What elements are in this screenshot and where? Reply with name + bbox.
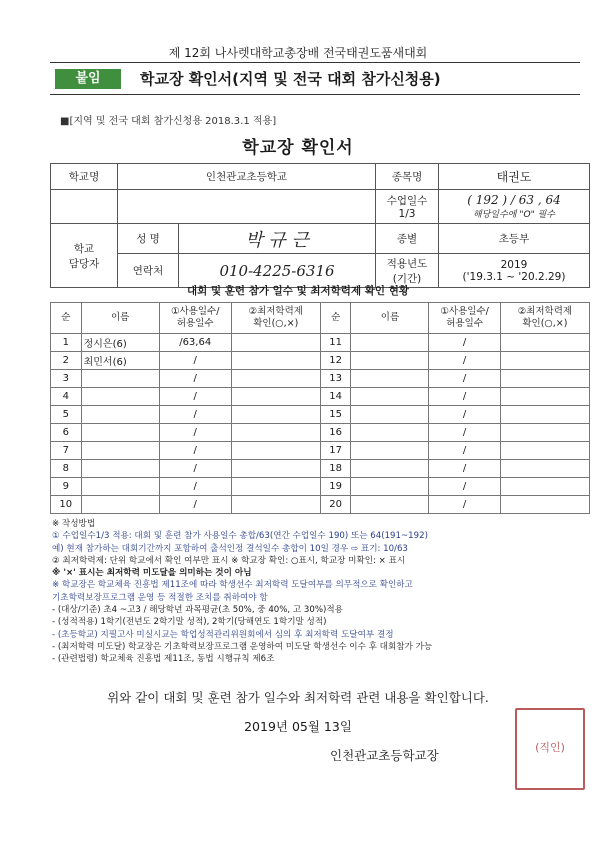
col-no: 순 — [51, 303, 82, 334]
row-name — [351, 478, 429, 496]
school-info-table — [50, 163, 590, 288]
row-name — [81, 388, 159, 406]
table-row — [51, 442, 590, 460]
row-usage: / — [429, 478, 500, 496]
col-name: 이름 — [81, 303, 159, 334]
note-line: ※ 작성방법 — [52, 519, 96, 529]
row-academic — [500, 334, 589, 352]
school-value: 인천관교초등학교 — [118, 164, 376, 190]
row-no: 6 — [51, 424, 82, 442]
manager-name: 박 규 근 — [179, 224, 376, 254]
row-no: 19 — [320, 478, 351, 496]
school-label: 학교명 — [51, 164, 118, 190]
row-usage: / — [159, 352, 231, 370]
row-name — [351, 442, 429, 460]
row-no: 12 — [320, 352, 351, 370]
row-no: 20 — [320, 496, 351, 514]
row-academic — [500, 352, 589, 370]
attachment-badge: 붙임 — [55, 69, 121, 89]
row-usage: / — [429, 460, 500, 478]
note-line: 기초학력보장프로그램 운영 등 적절한 조치를 취하여야 함 — [52, 592, 268, 603]
row-academic — [231, 406, 320, 424]
row-academic — [500, 496, 589, 514]
note-line: - (성적적용) 1학기(전년도 2학기말 성적), 2학기(당해연도 1학기말 성적) — [52, 617, 327, 628]
row-name — [81, 460, 159, 478]
contact-value: 010-4225-6316 — [179, 254, 376, 288]
row-usage: / — [429, 496, 500, 514]
row-no: 5 — [51, 406, 82, 424]
row-usage: / — [159, 370, 231, 388]
class-days-cell — [439, 190, 590, 224]
col-usage-right: ①사용일수/ 허용일수 — [429, 303, 500, 334]
row-no: 2 — [51, 352, 82, 370]
col-no-right: 순 — [320, 303, 351, 334]
row-no: 3 — [51, 370, 82, 388]
official-seal: (직인) — [515, 708, 585, 790]
row-no: 11 — [320, 334, 351, 352]
table-row — [51, 388, 590, 406]
table-row — [51, 406, 590, 424]
class-days-note: 해당일수에 "O" 필수 — [473, 210, 555, 220]
sport-label: 종목명 — [376, 164, 439, 190]
notes-section — [52, 518, 592, 666]
row-usage: / — [429, 406, 500, 424]
row-usage: / — [429, 388, 500, 406]
row-usage: / — [429, 370, 500, 388]
header-divider — [50, 62, 580, 63]
col-name-right: 이름 — [351, 303, 429, 334]
year-period: ('19.3.1 ~ '20.2.29) — [462, 270, 566, 283]
row-usage: / — [159, 496, 231, 514]
note-line: ※ 학교장은 학교체육 진흥법 제11조에 따라 학생선수 최저학력 도달여부를 의무적으로 확인하고 — [52, 580, 413, 591]
manager-label-cell — [51, 224, 118, 288]
form-reference: ■[지역 및 전국 대회 참가신청용 2018.3.1 적용] — [60, 116, 277, 127]
row-usage: /63,64 — [159, 334, 231, 352]
col-academic: ②최저학력제 확인(○,×) — [231, 303, 320, 334]
row-no: 14 — [320, 388, 351, 406]
row-academic — [231, 496, 320, 514]
table-row — [51, 352, 590, 370]
note-line: ② 최저학력제: 단위 학교에서 확인 여부만 표시 ※ 학교장 확인: ○표시, 학교장 미확인: × 표시 — [52, 555, 406, 566]
table-row — [51, 496, 590, 514]
row-name — [81, 478, 159, 496]
row-usage: / — [159, 442, 231, 460]
row-usage: / — [429, 334, 500, 352]
row-academic — [500, 424, 589, 442]
row-no: 10 — [51, 496, 82, 514]
row-academic — [231, 424, 320, 442]
closing-statement: 위와 같이 대회 및 훈련 참가 일수와 최저학력 관련 내용을 확인합니다. — [107, 690, 489, 705]
row-academic — [231, 370, 320, 388]
table-row — [51, 370, 590, 388]
manager-label: 학교 — [73, 242, 95, 255]
row-no: 13 — [320, 370, 351, 388]
row-name: 최민서(6) — [81, 352, 159, 370]
row-name — [81, 424, 159, 442]
row-name: 정시은(6) — [81, 334, 159, 352]
row-no: 18 — [320, 460, 351, 478]
row-no: 8 — [51, 460, 82, 478]
row-name — [351, 406, 429, 424]
row-name — [81, 370, 159, 388]
table-row — [51, 460, 590, 478]
row-no: 4 — [51, 388, 82, 406]
note-line: 예) 현재 참가하는 대회기간까지 포함하여 출석인정 결석일수 총합이 10일 경우 ⇨ 표기: 10/63 — [52, 543, 408, 554]
row-academic — [231, 352, 320, 370]
name-label: 성 명 — [118, 224, 179, 254]
form-title: 학교장 확인서(지역 및 전국 대회 참가신청용) — [140, 70, 441, 88]
row-academic — [231, 442, 320, 460]
year-label-2: (기간) — [392, 272, 422, 285]
row-name — [351, 424, 429, 442]
row-usage: / — [159, 406, 231, 424]
row-usage: / — [159, 460, 231, 478]
page-title: 학교장 확인서 — [242, 138, 354, 158]
row-name — [81, 406, 159, 424]
year-value: 2019 — [500, 258, 528, 271]
row-no: 9 — [51, 478, 82, 496]
row-academic — [500, 388, 589, 406]
attendance-table — [50, 302, 590, 514]
row-academic — [500, 442, 589, 460]
row-usage: / — [429, 352, 500, 370]
row-academic — [231, 334, 320, 352]
manager-label-2: 담당자 — [68, 257, 100, 270]
signer-name: 인천관교초등학교장 — [330, 748, 439, 763]
row-usage: / — [159, 388, 231, 406]
note-line: ※ '×' 표시는 최저학력 미도달을 의미하는 것이 아님 — [52, 568, 252, 579]
note-line: ① 수업일수1/3 적용: 대회 및 훈련 참가 사용일수 총합/63(연간 수업일수 190) 또는 64(191~192) — [52, 531, 428, 542]
class-days-value: ( 192 ) / 63 , 64 — [467, 193, 561, 207]
row-academic — [500, 460, 589, 478]
row-name — [351, 334, 429, 352]
contact-label: 연락처 — [118, 254, 179, 288]
school-label-empty — [51, 190, 118, 224]
row-name — [81, 442, 159, 460]
table-row — [51, 334, 590, 352]
table-row — [51, 478, 590, 496]
school-value-empty — [118, 190, 376, 224]
row-name — [351, 370, 429, 388]
division-value: 초등부 — [439, 224, 590, 254]
event-title: 제 12회 나사렛대학교총장배 전국태권도품새대회 — [168, 46, 428, 60]
table-row — [51, 424, 590, 442]
row-no: 15 — [320, 406, 351, 424]
row-name — [81, 496, 159, 514]
closing-date: 2019년 05월 13일 — [244, 719, 352, 734]
col-academic-right: ②최저학력제 확인(○,×) — [500, 303, 589, 334]
row-usage: / — [159, 478, 231, 496]
row-academic — [231, 478, 320, 496]
row-no: 16 — [320, 424, 351, 442]
year-label: 적용년도 — [386, 257, 428, 270]
header-divider-bottom — [50, 94, 580, 95]
row-academic — [231, 460, 320, 478]
row-usage: / — [429, 424, 500, 442]
row-no: 1 — [51, 334, 82, 352]
division-label: 종별 — [376, 224, 439, 254]
row-name — [351, 352, 429, 370]
row-name — [351, 460, 429, 478]
note-line: - (최저학력 미도달) 학교장은 기초학력보장프로그램 운영하여 미도달 학생선수 이수 후 대회참가 가능 — [52, 641, 433, 652]
note-line: - (관련법령) 학교체육 진흥법 제11조, 동법 시행규칙 제6조 — [52, 654, 275, 665]
row-no: 17 — [320, 442, 351, 460]
row-usage: / — [159, 424, 231, 442]
class-days-label-cell — [376, 190, 439, 224]
col-usage: ①사용일수/ 허용일수 — [159, 303, 231, 334]
class-days-fraction: 1/3 — [398, 208, 416, 220]
row-name — [351, 496, 429, 514]
class-days-label: 수업일수 — [386, 195, 428, 207]
row-usage: / — [429, 442, 500, 460]
note-line: - (초등학교) 지필고사 미실시교는 학업성적관리위원회에서 심의 후 최저학력 도달여부 결정 — [52, 629, 394, 640]
row-no: 7 — [51, 442, 82, 460]
row-academic — [500, 478, 589, 496]
row-academic — [500, 370, 589, 388]
row-academic — [500, 406, 589, 424]
row-academic — [231, 388, 320, 406]
sport-value: 태권도 — [439, 164, 590, 190]
attendance-title: 대회 및 훈련 참가 일수 및 최저학력제 확인 현황 — [187, 285, 409, 297]
row-name — [351, 388, 429, 406]
note-line: - (대상/기준) 초4 ~고3 / 해당학년 과목평균(초 50%, 중 40%, 고 30%)적용 — [52, 605, 343, 616]
